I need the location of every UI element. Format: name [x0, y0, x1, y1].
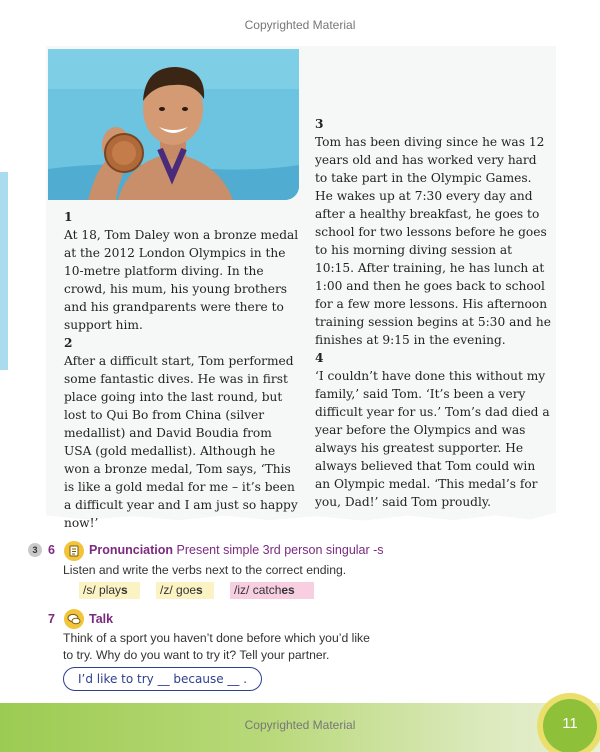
- exercise-6-instruction: Listen and write the verbs next to the correct ending.: [63, 563, 347, 577]
- ending-word-ending: es: [281, 583, 295, 597]
- article-right-column: [315, 115, 551, 511]
- ending-word-ending: s: [196, 583, 203, 597]
- exercise-6-number: 6: [48, 543, 55, 557]
- ending-sound: /iz/: [234, 583, 250, 597]
- exercise-7-instruction-line-1: Think of a sport you haven’t done before which you’d like: [63, 631, 370, 645]
- article-left-column: [64, 208, 300, 532]
- talk-speech-bubble-icon: [64, 609, 84, 629]
- section-2-text: After a difficult start, Tom performed some fantastic dives. He was in first place going into the last round, but lost to Qui Bo from China (silver medallist) and David Boudia from USA (gold medallist). Although he won a bronze medal, Tom says, ‘This is like a gold medal for me – it’s been a difficult year and I am just so happy now!’: [64, 354, 298, 530]
- pronunciation-notepad-icon: [64, 541, 84, 561]
- section-1-number: 1: [64, 210, 73, 224]
- exercise-6-heading: [89, 543, 384, 557]
- section-4-number: 4: [315, 351, 324, 365]
- ending-chip-s: [79, 582, 140, 599]
- ending-word-stem: play: [99, 583, 122, 597]
- ending-chip-iz: [230, 582, 314, 599]
- left-edge-tab: [0, 172, 8, 370]
- exercise-6-title: Pronunciation: [89, 543, 174, 557]
- exercise-7-title: Talk: [89, 612, 114, 626]
- athlete-photo-illustration: [48, 49, 299, 200]
- section-4-text: ‘I couldn’t have done this without my family,’ said Tom. ‘It’s been a very difficult year for us.’ Tom’s dad died a year before the Olympics and was always his greatest supporter. He always believed that Tom could win an Olympic medal. ‘This medal’s for you, Dad!’ said Tom proudly.: [315, 369, 550, 509]
- exercise-7-number: 7: [48, 612, 55, 626]
- exercise-7-instruction-line-2: to try. Why do you want to try it? Tell your partner.: [63, 648, 330, 662]
- section-3-number: 3: [315, 117, 324, 131]
- audio-track-badge[interactable]: 3: [28, 543, 42, 557]
- ending-sound: /s/: [83, 583, 96, 597]
- copyright-footer: Copyrighted Material: [244, 718, 356, 732]
- athlete-photo: [48, 49, 299, 200]
- exercise-7-heading: [89, 612, 113, 626]
- ending-sound: /z/: [160, 583, 173, 597]
- ending-word-stem: catch: [252, 583, 282, 597]
- section-3-text: Tom has been diving since he was 12 years old and has worked very hard to take part in the Olympic Games. He wakes up at 7:30 every day and after a healthy breakfast, he goes to school for two lessons before he goes to his morning diving session at 10:15. After training, he has lunch at 1:00 and then he goes back to school for a few more lessons. His afternoon training session begins at 5:30 and he finishes at 9:15 in the evening.: [315, 135, 551, 347]
- copyright-header: Copyrighted Material: [244, 18, 356, 32]
- page-number: 11: [543, 699, 597, 752]
- ending-word-stem: goe: [176, 583, 197, 597]
- ending-word-ending: s: [121, 583, 128, 597]
- ending-chip-z: [156, 582, 214, 599]
- speech-frame-prompt: I’d like to try __ because __ .: [63, 667, 262, 691]
- section-1-text: At 18, Tom Daley won a bronze medal at the 2012 London Olympics in the 10-metre platform diving. In the crowd, his mum, his young brothers and his grandparents were there to support him.: [64, 228, 299, 332]
- section-2-number: 2: [64, 336, 73, 350]
- exercise-6-subtitle: Present simple 3rd person singular -s: [176, 543, 384, 557]
